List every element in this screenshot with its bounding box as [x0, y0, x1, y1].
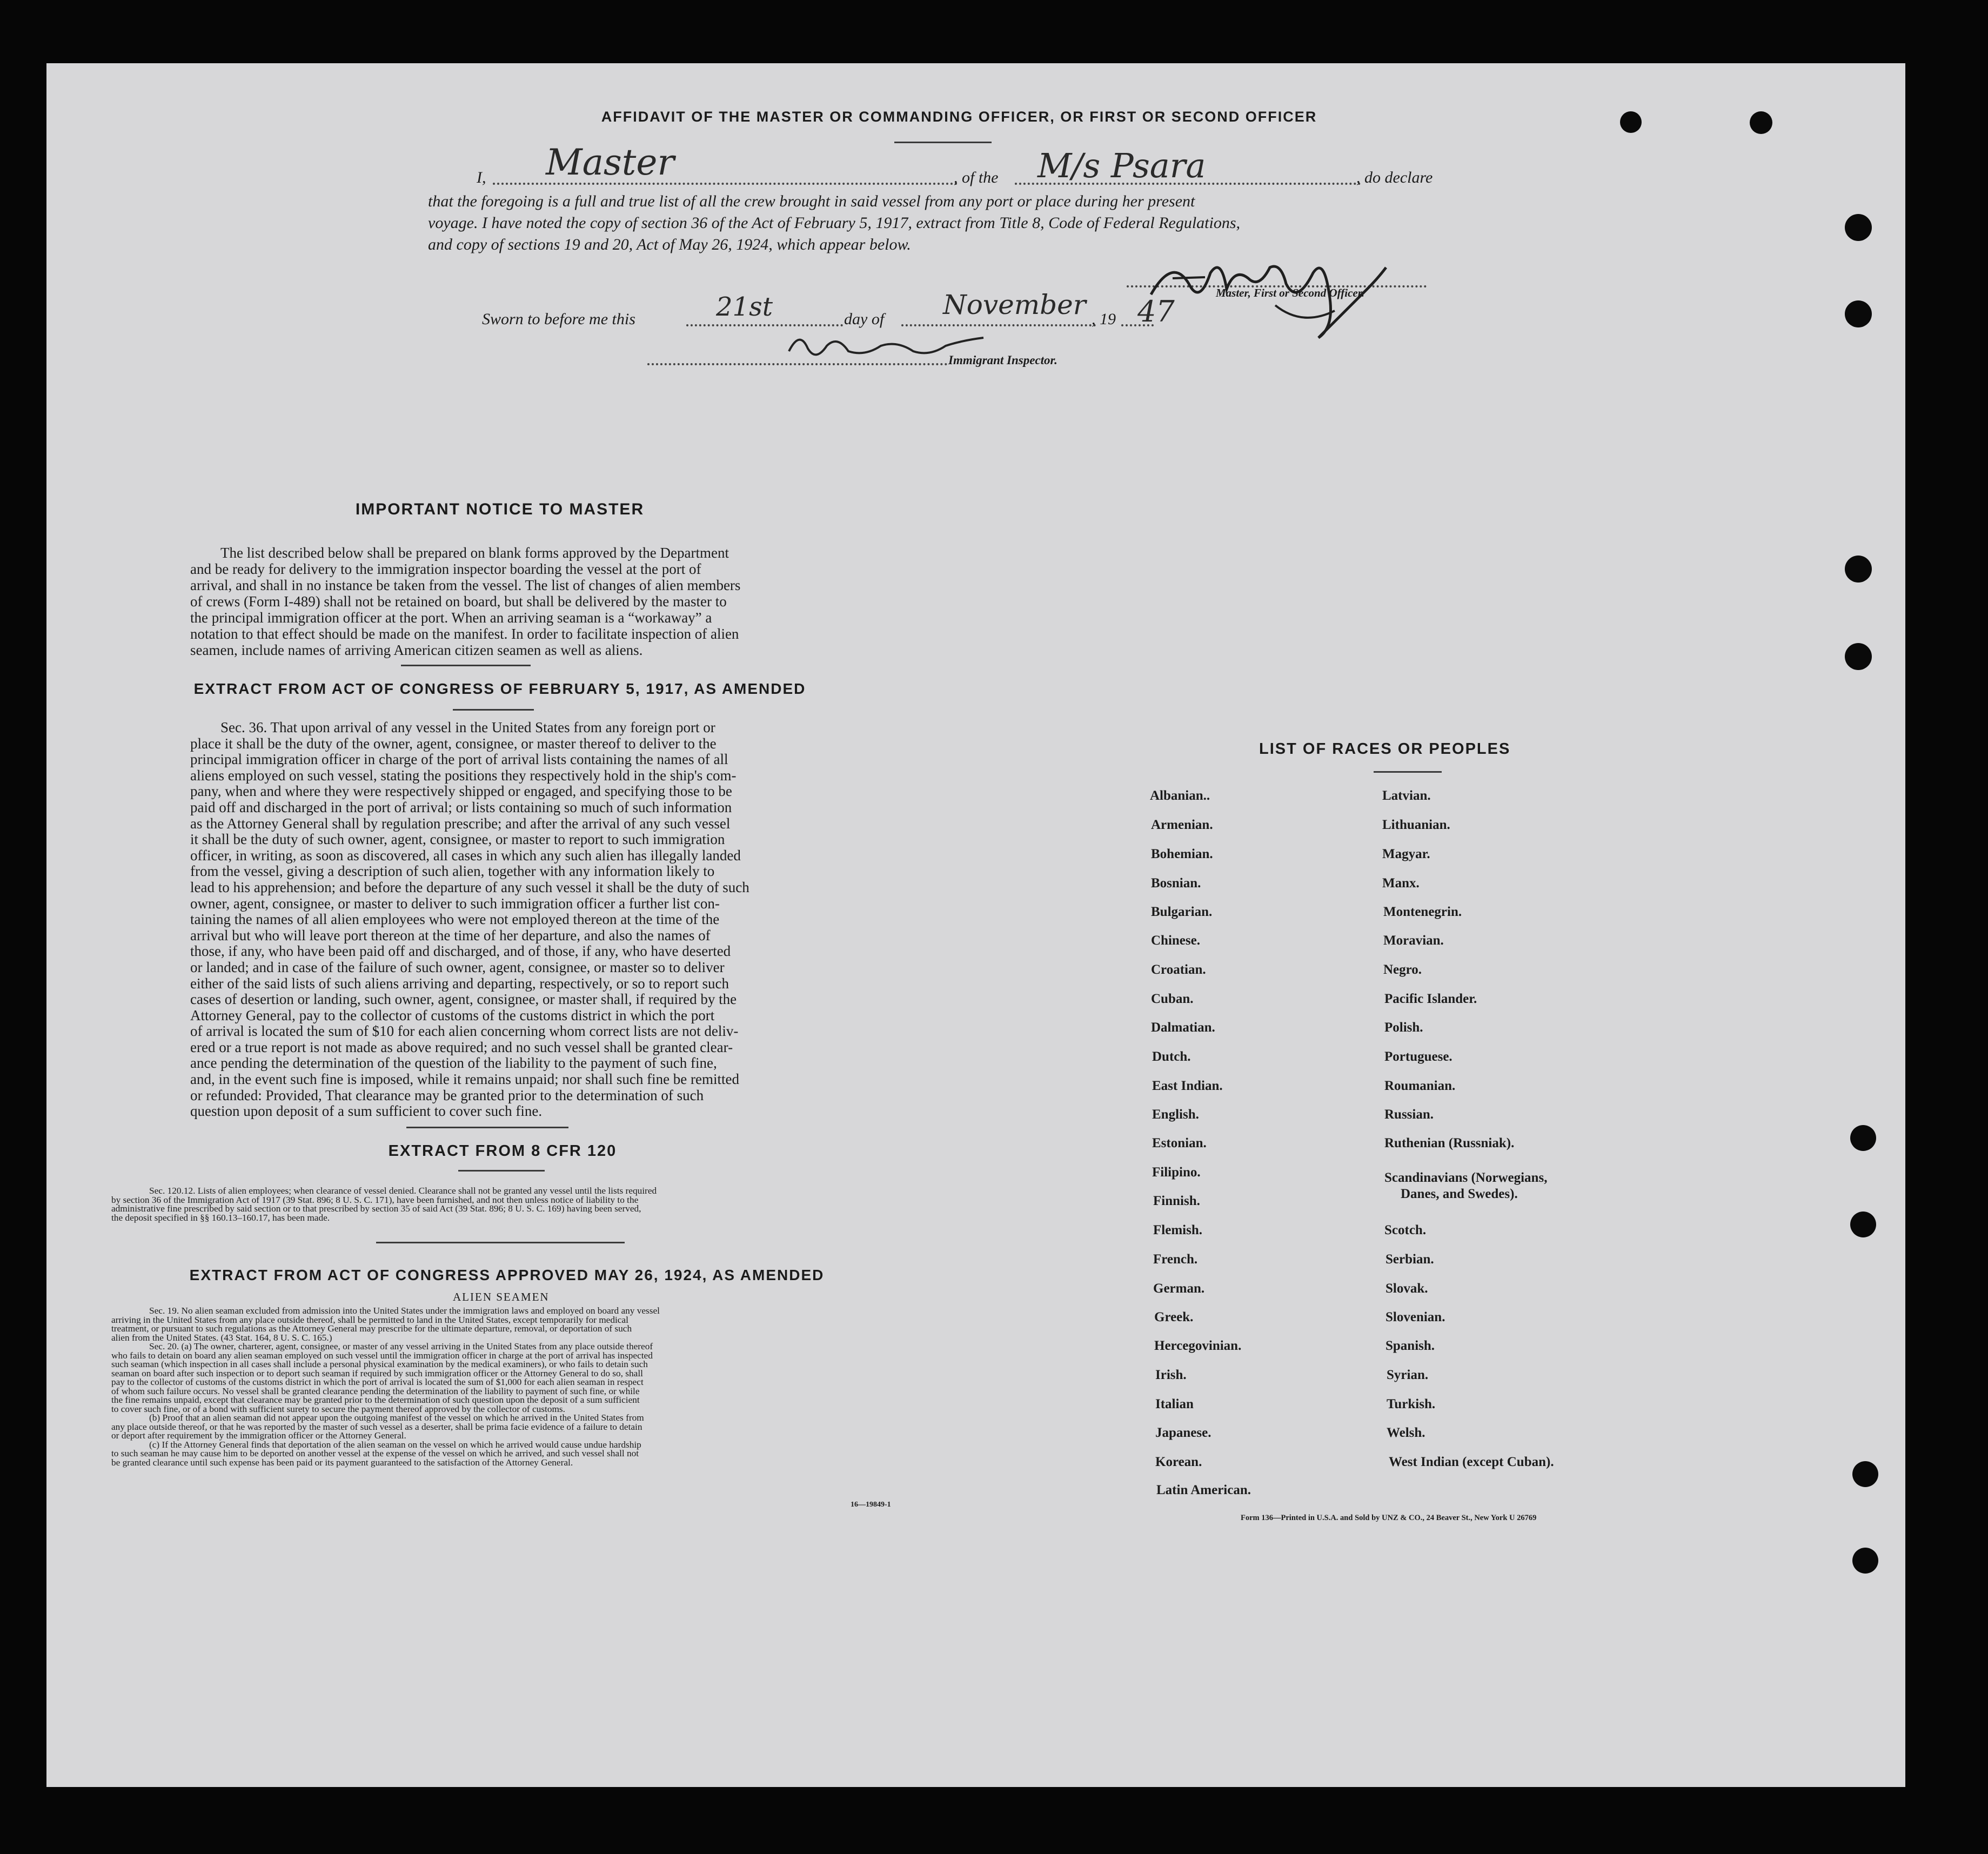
- sec36-line: ered or a true report is not made as above required; and no such vessel shall be granted clear-: [190, 1039, 733, 1055]
- race-item: Magyar.: [1382, 847, 1430, 861]
- race-item: Negro.: [1383, 962, 1422, 977]
- binder-hole: [1850, 1212, 1876, 1237]
- sec19-line: Sec. 19. No alien seaman excluded from admission into the United States under the immigration laws and employed on board any vessel: [149, 1306, 660, 1316]
- race-item: Bulgarian.: [1151, 905, 1213, 919]
- race-item: Portuguese.: [1384, 1049, 1452, 1064]
- declaration-line: and copy of sections 19 and 20, Act of May 26, 1924, which appear below.: [428, 236, 911, 253]
- sec36-line: it shall be the duty of such owner, agent, consignee, or master to report to such immigration: [190, 831, 725, 848]
- binder-hole: [1845, 555, 1872, 583]
- sec36-line: question upon deposit of a sum sufficient to cover such fine.: [190, 1103, 543, 1120]
- race-item: Albanian..: [1150, 788, 1210, 803]
- race-item: Bohemian.: [1151, 847, 1213, 861]
- race-item: Polish.: [1384, 1020, 1423, 1035]
- binder-hole: [1845, 214, 1872, 241]
- sec36-line: ance pending the determination of the question of the liability to the payment of such fine,: [190, 1055, 717, 1072]
- of-the-label: , of the: [954, 169, 999, 186]
- race-item: Filipino.: [1152, 1165, 1201, 1180]
- race-item: Spanish.: [1385, 1338, 1435, 1353]
- binder-hole: [1852, 1461, 1878, 1487]
- race-item: Serbian.: [1385, 1252, 1434, 1267]
- sec20-line: to cover such fine, or of a bond with sufficient surety to secure the payment thereof approved by the collector of customs.: [111, 1403, 565, 1414]
- sec20-line: the fine remains unpaid, except that clearance may be granted prior to the determination of such question upon the deposit of a sum sufficient: [111, 1395, 640, 1405]
- race-item: Scotch.: [1384, 1223, 1427, 1237]
- divider: [1374, 771, 1442, 773]
- race-item: Japanese.: [1155, 1425, 1211, 1440]
- sec36-line: or refunded: Provided, That clearance may be granted prior to the determination of such: [190, 1087, 704, 1103]
- sec36-line: taining the names of all alien employees who were not employed thereon at the time of the: [190, 911, 720, 928]
- declaration-line: voyage. I have noted the copy of section 36 of the Act of February 5, 1917, extract from Title 8, Code of Federal Regulations,: [428, 214, 1241, 232]
- declarant-prefix: I,: [477, 169, 486, 186]
- divider: [406, 1127, 568, 1128]
- inspector-caption: Immigrant Inspector.: [948, 353, 1057, 367]
- race-item: Pacific Islander.: [1384, 992, 1477, 1006]
- race-item: Manx.: [1382, 876, 1420, 891]
- race-item: Armenian.: [1151, 818, 1213, 832]
- sec36-line: or landed; and in case of the failure of such owner, agent, consignee, or master so to deliver: [190, 959, 725, 975]
- cfr-line: by section 36 of the Immigration Act of 1917 (39 Stat. 896; 8 U. S. C. 171), have been furnished, and not then unless notice of liability to the: [111, 1194, 639, 1205]
- race-item: Danes, and Swedes).: [1401, 1187, 1518, 1201]
- handwritten-vessel-name: M/s Psara: [1037, 146, 1206, 185]
- race-item: Dalmatian.: [1151, 1020, 1215, 1035]
- sec36-line: principal immigration officer in charge of the port of arrival lists containing the names of all: [190, 751, 728, 768]
- race-item: Slovenian.: [1385, 1310, 1445, 1324]
- race-item: Russian.: [1384, 1107, 1434, 1122]
- race-item: Scandinavians (Norwegians,: [1384, 1170, 1548, 1185]
- divider: [376, 1242, 625, 1243]
- sec36-line: of arrival is located the sum of $10 for each alien concerning whom correct lists are not deliv-: [190, 1023, 739, 1040]
- race-item: Lithuanian.: [1382, 818, 1450, 832]
- divider: [401, 665, 531, 666]
- race-item: Slovak.: [1385, 1281, 1428, 1296]
- notice-line: the principal immigration officer at the port. When an arriving seaman is a “workaway” a: [190, 610, 712, 626]
- race-item: Croatian.: [1151, 962, 1206, 977]
- divider: [458, 1170, 545, 1172]
- race-item: German.: [1153, 1281, 1205, 1296]
- declare-label: , do declare: [1356, 169, 1433, 186]
- race-item: English.: [1152, 1107, 1199, 1122]
- sec36-line: Sec. 36. That upon arrival of any vessel in the United States from any foreign port or: [220, 719, 715, 735]
- binder-hole: [1845, 643, 1872, 670]
- race-item: Syrian.: [1387, 1368, 1429, 1382]
- section-19-20-text: [111, 1307, 903, 1467]
- race-item: Estonian.: [1152, 1136, 1207, 1150]
- notice-heading: IMPORTANT NOTICE TO MASTER: [355, 500, 645, 518]
- year-prefix: , 19: [1092, 310, 1116, 328]
- race-item: East Indian.: [1152, 1079, 1223, 1093]
- extract-1924-heading: EXTRACT FROM ACT OF CONGRESS APPROVED MAY 26, 1924, AS AMENDED: [189, 1267, 825, 1283]
- sec36-line: those, if any, who have been paid off and discharged, and of those, if any, who have deserted: [190, 943, 731, 960]
- sec36-line: place it shall be the duty of the owner, agent, consignee, or master thereof to deliver to the: [190, 735, 717, 752]
- handwritten-day: 21st: [716, 292, 773, 322]
- binder-hole: [1620, 111, 1642, 133]
- sec36-line: cases of desertion or landing, such owner, agent, consignee, or master shall, if required by the: [190, 991, 737, 1008]
- sec20-line: seaman on board after such inspection or to deport such seaman if required by such immigration officer or the Attorney General to do so, shall: [111, 1368, 643, 1378]
- handwritten-rank: Master: [546, 142, 674, 183]
- notice-line: of crews (Form I-489) shall not be retained on board, but shall be delivered by the master to: [190, 593, 727, 610]
- sec36-line: pany, when and where they were respectively shipped or engaged, and specifying those to be: [190, 783, 732, 800]
- sec20-line: or deport after requirement by the immigration officer or the Attorney General.: [111, 1430, 406, 1441]
- race-item: Greek.: [1154, 1310, 1194, 1324]
- race-item: Chinese.: [1151, 933, 1200, 948]
- race-item: Moravian.: [1383, 933, 1444, 948]
- sec36-line: officer, in writing, as soon as discovered, all cases in which any such alien has illegally landed: [190, 847, 741, 864]
- binder-hole: [1852, 1548, 1878, 1574]
- races-heading: LIST OF RACES OR PEOPLES: [1259, 740, 1511, 758]
- divider: [453, 709, 534, 711]
- sec20-line: (b) Proof that an alien seaman did not appear upon the outgoing manifest of the vessel on which he arrived in the United States from: [149, 1413, 644, 1423]
- sec36-line: and, in the event such fine is imposed, while it remains unpaid; nor shall such fine be remitted: [190, 1071, 740, 1088]
- notice-line: notation to that effect should be made on the manifest. In order to facilitate inspection of alien: [190, 626, 739, 642]
- sec19-line: alien from the United States. (43 Stat. 164, 8 U. S. C. 165.): [111, 1332, 332, 1343]
- sec19-line: arriving in the United States from any place outside thereof, shall be permitted to land in the United States, except temporarily for medical: [111, 1314, 628, 1325]
- sec20-line: be granted clearance until such expense has been paid or its payment guaranteed to the satisfaction of the Attorney General.: [111, 1457, 573, 1468]
- sec36-line: Attorney General, pay to the collector of customs of the customs district in which the port: [190, 1007, 715, 1023]
- race-item: Hercegovinian.: [1154, 1338, 1242, 1353]
- day-of-label: day of: [844, 310, 885, 328]
- extract-1917-heading: EXTRACT FROM ACT OF CONGRESS OF FEBRUARY 5, 1917, AS AMENDED: [193, 680, 806, 697]
- notice-body: [190, 545, 812, 658]
- sec36-line: either of the said lists of such aliens arriving and departing, respectively, or so to report such: [190, 975, 729, 992]
- race-item: Turkish.: [1387, 1397, 1436, 1411]
- sec36-line: paid off and discharged in the port of arrival; or lists containing so much of such information: [190, 799, 732, 815]
- handwritten-year: 47: [1137, 295, 1175, 329]
- handwritten-month: November: [943, 289, 1086, 320]
- binder-hole: [1750, 111, 1772, 134]
- race-item: Flemish.: [1153, 1223, 1202, 1237]
- cfr-heading: EXTRACT FROM 8 CFR 120: [388, 1142, 617, 1160]
- sec20-line: of whom such failure occurs. No vessel shall be granted clearance pending the determination of the liability to payment of such fine, or while: [111, 1386, 640, 1396]
- sec36-line: arrival but who will leave port thereon at the time of her departure, and also the names of: [190, 927, 711, 943]
- cfr-line: administrative fine prescribed by said section or to that prescribed by section 35 of said Act (39 Stat. 896; 8 U. S. C. 169) having been served,: [111, 1203, 641, 1214]
- race-item: Latvian.: [1382, 788, 1431, 803]
- sec36-line: aliens employed on such vessel, stating the positions they respectively hold in the ship's com-: [190, 767, 737, 784]
- race-item: Welsh.: [1387, 1425, 1425, 1440]
- race-item: Dutch.: [1152, 1049, 1191, 1064]
- sec20-line: (c) If the Attorney General finds that deportation of the alien seaman on the vessel on which he arrived would cause undue hardship: [149, 1439, 641, 1450]
- race-item: Irish.: [1155, 1368, 1187, 1382]
- race-item: West Indian (except Cuban).: [1389, 1455, 1554, 1469]
- sec20-line: any place outside thereof, or that he was reported by the master of such vessel as a deserter, shall be prima facie evidence of a failure to detain: [111, 1421, 642, 1432]
- sec20-line: pay to the collector of customs of the customs district in which the port of arrival is located the sum of $1,000 for each alien seaman in respect: [111, 1377, 644, 1387]
- binder-hole: [1850, 1125, 1876, 1151]
- race-item: French.: [1153, 1252, 1198, 1267]
- notice-line: and be ready for delivery to the immigration inspector boarding the vessel at the port of: [190, 561, 701, 577]
- sec36-line: from the vessel, giving a description of such alien, together with any information likely to: [190, 863, 715, 880]
- officer-caption: Master, First or Second Officer.: [1216, 286, 1364, 299]
- sec20-line: to such seaman he may cause him to be deported on another vessel at the expense of the vessel on which he arrived, and such vessel shall not: [111, 1448, 639, 1458]
- notice-line: seamen, include names of arriving American citizen seamen as well as aliens.: [190, 642, 643, 658]
- affidavit-title: AFFIDAVIT OF THE MASTER OR COMMANDING OFFICER, OR FIRST OR SECOND OFFICER: [601, 109, 1317, 125]
- alien-seamen-subheading: ALIEN SEAMEN: [453, 1290, 550, 1303]
- sec36-line: as the Attorney General shall by regulation prescribe; and after the arrival of any such vessel: [190, 815, 731, 832]
- sec20-line: such seaman (which inspection in all cases shall include a personal physical examination by the medical examiners), or who fails to detain such: [111, 1359, 648, 1369]
- notice-line: The list described below shall be prepared on blank forms approved by the Department: [220, 545, 729, 561]
- sec20-line: who fails to detain on board any alien seaman employed on such vessel until the immigration officer in charge at the port of arrival has inspected: [111, 1350, 653, 1361]
- race-item: Ruthenian (Russniak).: [1384, 1136, 1515, 1150]
- race-item: Latin American.: [1156, 1483, 1251, 1497]
- declaration-line: that the foregoing is a full and true list of all the crew brought in said vessel from any port or place during her present: [428, 192, 1195, 210]
- race-item: Roumanian.: [1384, 1079, 1456, 1093]
- race-item: Cuban.: [1151, 992, 1194, 1006]
- binder-hole: [1845, 300, 1872, 327]
- race-item: Bosnian.: [1151, 876, 1201, 891]
- race-item: Italian: [1155, 1397, 1194, 1411]
- form-number: 16—19849-1: [851, 1501, 891, 1509]
- race-item: Korean.: [1155, 1455, 1202, 1469]
- sec36-line: owner, agent, consignee, or master to deliver to such immigration officer a further list con-: [190, 895, 720, 912]
- notice-line: arrival, and shall in no instance be taken from the vessel. The list of changes of alien members: [190, 577, 741, 593]
- sworn-label: Sworn to before me this: [482, 310, 635, 328]
- race-item: Finnish.: [1153, 1194, 1200, 1208]
- printer-line: Form 136—Printed in U.S.A. and Sold by UNZ & CO., 24 Beaver St., New York U 26769: [1241, 1514, 1537, 1522]
- sec19-line: treatment, or pursuant to such regulations as the Attorney General may prescribe for the ultimate departure, removal, or deportation of such: [111, 1323, 632, 1334]
- divider: [894, 142, 992, 143]
- cfr-line: Sec. 120.12. Lists of alien employees; when clearance of vessel denied. Clearance shall not be granted any vessel until the lists required: [149, 1186, 657, 1196]
- section-36-text: [190, 720, 813, 1120]
- sec36-line: lead to his apprehension; and before the departure of any such vessel it shall be the duty of such: [190, 879, 749, 895]
- race-item: Montenegrin.: [1383, 905, 1462, 919]
- sec20-line: Sec. 20. (a) The owner, charterer, agent, consignee, or master of any vessel arriving in the United States from any place outside thereof: [149, 1341, 653, 1351]
- cfr-line: the deposit specified in §§ 160.13–160.17, has been made.: [111, 1212, 330, 1223]
- cfr-text: [111, 1187, 903, 1222]
